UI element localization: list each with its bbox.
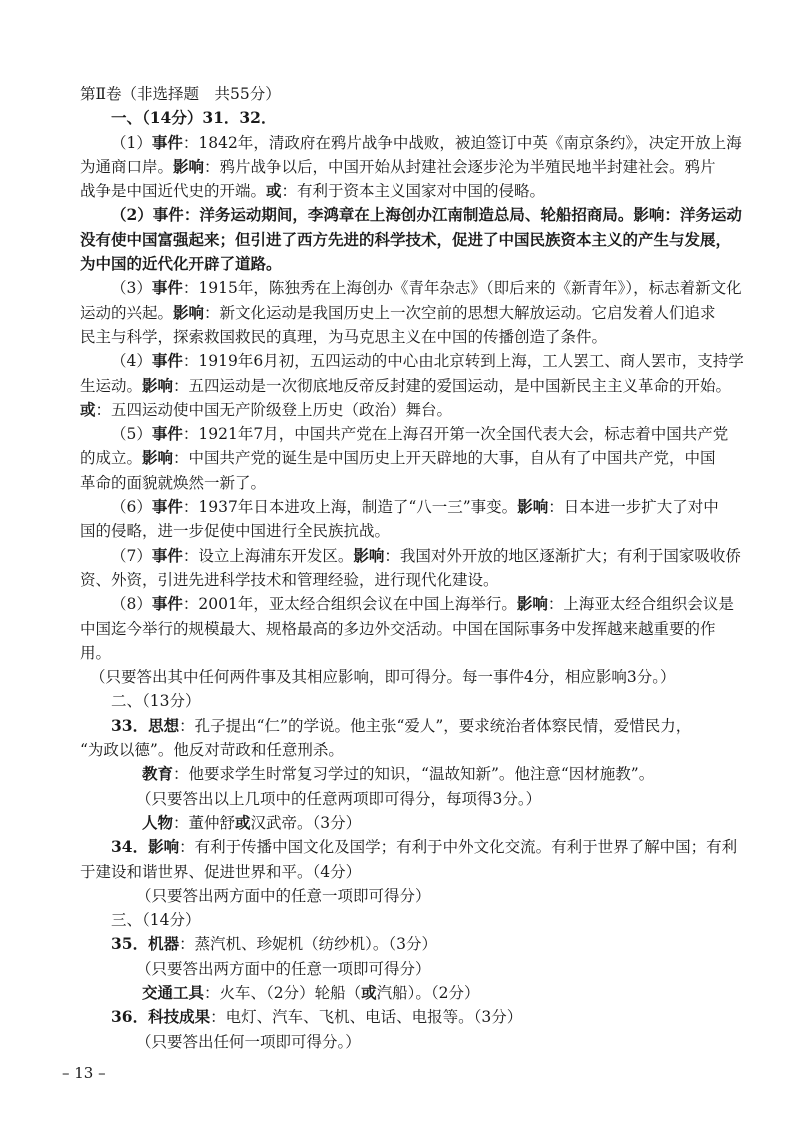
item3-line2: 运动的兴起。影响：新文化运动是我国历史上一次空前的思想大解放运动。它启发着人们追求 [80,302,716,322]
section3-title: 三、（14分） [111,911,201,930]
item7-line2: 资、外资，引进先进科学技术和管理经验，进行现代化建设。 [80,570,499,589]
item5-line2: 的成立。影响：中国共产党的诞生是中国历史上开天辟地的大事，自从有了中国共产党，中国 [80,448,716,468]
section1-scoring-note: （只要答出其中任何两件事及其相应影响，即可得分。每一事件4分，相应影响3分。） [90,668,676,687]
q34-line2: 于建设和谐世界、促进世界和平。（4分） [80,862,362,881]
section1-title: 一、（14分）31．32． [111,108,277,128]
q36-scoring-note: （只要答出任何一项即可得分。） [136,1032,361,1051]
item4-line1: （4）事件：1919年6月初，五四运动的中心由北京转到上海，工人罢工、商人罢市，支持学 [111,351,744,371]
page-number: – 13 – [62,1064,106,1082]
q33-education: 教育：他要求学生时常复习学过的知识，“温故知新”。他注意“因材施教”。 [142,764,655,784]
item1-line2: 为通商口岸。影响：鸦片战争以后，中国开始从封建社会逐步沦为半殖民地半封建社会。鸦片 [80,156,716,176]
item2-line3: 为中国的近代化开辟了道路。 [80,254,282,274]
item5-line1: （5）事件：1921年7月，中国共产党在上海召开第一次全国代表大会，标志着中国共产党 [111,424,729,444]
item2-line2: 没有使中国富强起来；但引进了西方先进的科学技术，促进了中国民族资本主义的产生与发展， [80,229,732,249]
paper-header: 第Ⅱ卷（非选择题 共55分） [80,85,281,103]
item4-line3: 或：五四运动使中国无产阶级登上历史（政治）舞台。 [80,399,453,419]
section2-title: 二、（13分） [111,692,201,711]
q33-line2: “为政以德”。他反对苛政和任意刑杀。 [80,741,344,760]
answer-content [80,82,744,1054]
item8-line2: 中国迄今举行的规模最大、规格最高的多边外交活动。中国在国际事务中发挥越来越重要的作 [80,619,716,638]
item4-line2: 生运动。影响：五四运动是一次彻底地反帝反封建的爱国运动，是中国新民主主义革命的开始。 [80,375,732,395]
q35-transport: 交通工具：火车、（2分）轮船（或汽船）。（2分） [142,982,480,1002]
item1-line1: （1）事件：1842年，清政府在鸦片战争中战败，被迫签订中英《南京条约》，决定开放上海 [111,132,742,152]
q36-achievements: 36．科技成果：电灯、汽车、飞机、电话、电报等。（3分） [111,1007,523,1027]
item3-line1: （3）事件：1915年，陈独秀在上海创办《青年杂志》（即后来的《新青年》），标志着新文化 [111,278,742,298]
item5-line3: 革命的面貌就焕然一新了。 [80,473,267,492]
q35-machines: 35．机器：蒸汽机、珍妮机（纺纱机）。（3分） [111,934,437,954]
q34-scoring-note: （只要答出两方面中的任意一项即可得分） [136,886,431,905]
item6-line2: 国的侵略，进一步促使中国进行全民族抗战。 [80,522,391,541]
item6-line1: （6）事件：1937年日本进攻上海，制造了“八一三”事变。影响：日本进一步扩大了对中 [111,497,719,517]
q35-scoring-note: （只要答出两方面中的任意一项即可得分） [136,959,431,978]
q33-line1: 33．思想：孔子提出“仁”的学说。他主张“爱人”，要求统治者体察民情，爱惜民力， [111,715,692,735]
q34-line1: 34．影响：有利于传播中国文化及国学；有利于中外文化交流。有利于世界了解中国；有利 [111,837,738,857]
item3-line3: 民主与科学，探索救国救民的真理，为马克思主义在中国的传播创造了条件。 [80,327,608,346]
q33-person: 人物：董仲舒或汉武帝。（3分） [142,812,362,832]
item2-line1: （2）事件：洋务运动期间，李鸿章在上海创办江南制造总局、轮船招商局。影响：洋务运动 [111,205,742,225]
item8-line3: 用。 [80,643,112,662]
q33-scoring-note: （只要答出以上几项中的任意两项即可得分，每项得3分。） [136,789,542,808]
item7-line1: （7）事件：设立上海浦东开发区。影响：我国对外开放的地区逐渐扩大；有利于国家吸收侨 [111,545,741,565]
item8-line1: （8）事件：2001年，亚太经合组织会议在中国上海举行。影响：上海亚太经合组织会议是 [111,594,734,614]
item1-line3: 战争是中国近代史的开端。或：有利于资本主义国家对中国的侵略。 [80,181,546,201]
